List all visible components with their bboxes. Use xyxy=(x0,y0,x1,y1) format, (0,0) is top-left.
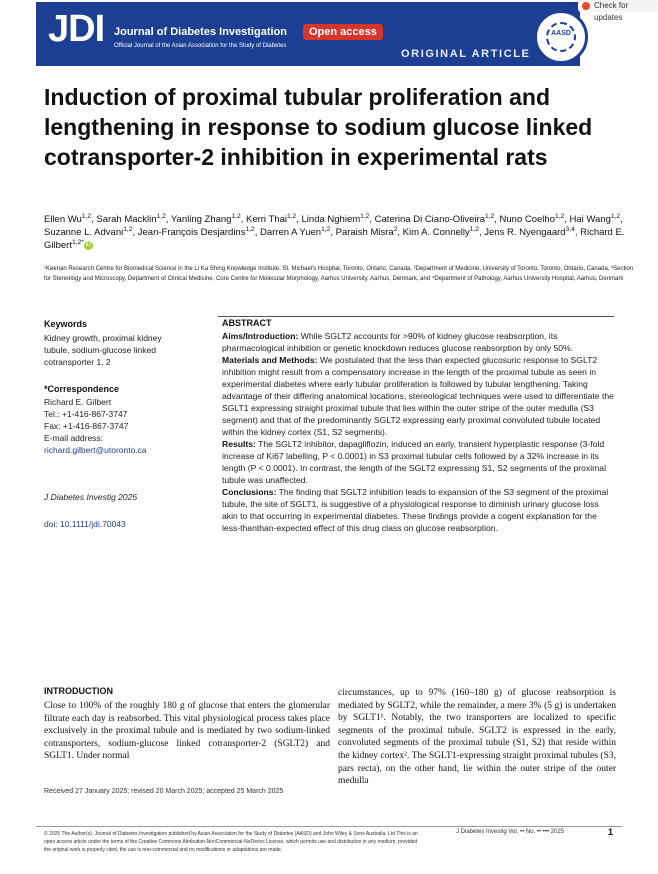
seal-text: AASD xyxy=(551,30,571,37)
check-updates-label: Check for updates xyxy=(594,1,629,22)
author-name: Nuno Coelho$^{1,2}$ xyxy=(499,212,565,225)
author-name: Jean-François Desjardins$^{1,2}$ xyxy=(137,225,255,238)
author-name: Linda Nghiem$^{1,2}$ xyxy=(301,212,370,225)
author-name: Jens R. Nyengaard$^{3,4}$ xyxy=(484,225,575,238)
journal-subtitle: Official Journal of the Asian Association for the Study of Diabetes xyxy=(114,43,287,49)
author-name: Kim A. Connelly$^{1,2}$ xyxy=(402,225,479,238)
keywords-text: Kidney growth, proximal kidney tubule, sodium-glucose linked cotransporter 1, 2 xyxy=(44,333,162,367)
author-name: Paraish Misra$^2$ xyxy=(335,225,398,238)
copyright-notice: © 2025 The Author(s). Journal of Diabetes Investigation published by Asian Association for the Study of Diabetes (AASD) and John Wiley & Sons Australia, Ltd This is an open access article under the terms of the Creative Commons Attribution-NonCommercial-NoDerivs License, which permits use and distribution in any medium, provided the original work is properly cited, the use is non-commercial and no modifications or adaptations are made. xyxy=(44,831,418,853)
author-name: Suzanne L. Advani$^{1,2}$ xyxy=(44,225,133,238)
corr-fax: Fax: +1-416-867-3747 xyxy=(44,421,129,431)
abstract-divider xyxy=(218,316,614,317)
received-dates: Received 27 January 2025; revised 20 March 2025; accepted 25 March 2025 xyxy=(44,788,284,795)
article-title: Induction of proximal tubular proliferation and lengthening in response to sodium glucose linked cotransporter-2 inhibition in experimental rats xyxy=(44,84,593,170)
orcid-icon[interactable]: iD xyxy=(85,241,92,248)
body-column-left: Close to 100% of the roughly 180 g of glucose that enters the glomerular filtrate each day is reabsorbed. This vital physiological process takes place exclusively in the proximal tubule and is mediated by two sodium-linked cotransporters, sodium-glucose linked cotransporter-2 (SGLT2) and SGLT1. Under normal xyxy=(44,701,330,762)
citation: J Diabetes Investig 2025 xyxy=(44,492,138,502)
open-access-badge[interactable]: Open access xyxy=(303,24,383,40)
author-name: Yanling Zhang$^{1,2}$ xyxy=(170,212,241,225)
footer-journal-ref: J Diabetes Investig Vol. •• No. •• ••• 2025 xyxy=(456,829,565,835)
author-list: Ellen Wu$^{1,2}$, Sarah Macklin$^{1,2}$, Yanling Zhang$^{1,2}$, Kerri Thai$^{1,2}$, Linda Nghiem$^{1,2}$, Caterina Di Ciano-Oliveira$^{1,2}$, Nuno Coelho$^{1,2}$, Hai Wang$^{1,2}$, Suzanne L. Advani$^{1,2}$, Jean-François Desjardins$^{1,2}$, Darren A Yuen$^{1,2}$, Paraish Misra$^2$, Kim A. Connelly$^{1,2}$, Jens R. Nyengaard$^{3,4}$, Richard E. Gilbert$^{1,2*}$ iD xyxy=(44,212,625,251)
journal-logo: JDI xyxy=(48,8,105,50)
author-name: Darren A Yuen$^{1,2}$ xyxy=(259,225,331,238)
abstract-results: Results: The SGLT2 inhibitor, dapagliflozin, induced an early, transient hyperplastic response (3-fold increase of Ki67 labelling, P < 0.0001) in S3 proximal tubular cells followed by a 32% increase in its length (P < 0.0001). In contrast, the length of the SGLT2 expressing S1, S2 segments of the proximal tubule was unaffected. xyxy=(222,439,606,485)
page-number: 1 xyxy=(608,827,614,837)
check-for-updates-button[interactable] xyxy=(578,0,658,22)
abstract-body xyxy=(222,330,614,534)
society-seal-icon xyxy=(534,10,588,64)
author-name: Ellen Wu$^{1,2}$ xyxy=(44,212,92,225)
abstract-methods: Materials and Methods: We postulated that the less than expected glucosuric response to SGLT2 inhibition might result from a compensatory increase in the length of the proximal tubule as seen in experimental diabetes where early tubular proliferation is followed by tubular lengthening. Taking advantage of their differing anatomical locations, stereological techniques were used to differentiate the SGLT1 expressing straight proximal tubule that lies within the outer stripe of the outer medulla (S3 segment) and that of the predominantly SGLT2 expressing early proximal convoluted tubule located within the kidney cortex (S1, S2 segments). xyxy=(222,355,614,437)
author-name: Kerri Thai$^{1,2}$ xyxy=(245,212,297,225)
journal-name: Journal of Diabetes Investigation xyxy=(114,26,287,38)
corr-email-label: E-mail address: xyxy=(44,433,104,443)
affiliations: ¹Keenan Research Centre for Biomedical Science in the Li Ka Shing Knowledge Institute, St. Michael's Hospital, Toronto, Ontario, Canada, ²Department of Medicine, University of Toronto, Toronto, Ontario, Canada, ³Section for Stereology and Microscopy, Department of Clinical Medicine, Core Centre for Molecular Morphology, Aarhus University, Aarhus, Denmark, and ⁴Department of Pathology, Aarhus University Hospital, Aarhus, Denmark xyxy=(44,266,634,282)
corr-name: Richard E. Gilbert xyxy=(44,397,112,407)
corr-email-link[interactable]: richard.gilbert@utoronto.ca xyxy=(44,445,147,455)
author-name: Richard E. Gilbert$^{1,2*}$ xyxy=(44,227,625,251)
abstract-aims: Aims/Introduction: While SGLT2 accounts for >90% of kidney glucose reabsorption, its pharmacological inhibition or genetic knockdown reduces glucose reabsorption by only 50%. xyxy=(222,331,574,353)
abstract-heading: ABSTRACT xyxy=(222,318,272,328)
body-column-right: circumstances, up to 97% (160–180 g) of glucose reabsorption is mediated by SGLT2, while the remainder, a mere 3% (5 g) is undertaken by SGLT1¹. Notably, the two transporters are localized to specific segments of the proximal tubule. SGLT2 is expressed in the early, convoluted segments of the proximal tubule (S1, S2) that reside within the kidney cortex². The SGLT1-expressing straight proximal tubules (S3, pars recta), on the other hand, lie within the outer stripe of the outer medulla xyxy=(338,688,616,787)
keywords-heading: Keywords xyxy=(44,319,88,329)
updates-icon xyxy=(582,2,590,10)
correspondence-heading: *Correspondence xyxy=(44,384,120,394)
footer-divider xyxy=(36,826,622,827)
correspondence-block xyxy=(44,396,194,456)
author-name: Caterina Di Ciano-Oliveira$^{1,2}$ xyxy=(374,212,495,225)
corr-tel: Tel.: +1-416-867-3747 xyxy=(44,409,128,419)
doi-link[interactable]: doi: 10.1111/jdi.70043 xyxy=(44,519,126,529)
article-type: ORIGINAL ARTICLE xyxy=(401,48,531,60)
abstract-conclusions: Conclusions: The finding that SGLT2 inhibition leads to expansion of the S3 segment of the proximal tubule, the site of SGLT1, is suggestive of a physiological response to diminish urinary glucose loss akin to that occurring in experimental diabetes. These findings provide a cogent explanation for the less-thanthan-expected effect of this drug class on glucose reabsorption. xyxy=(222,487,609,533)
introduction-heading: INTRODUCTION xyxy=(44,686,113,696)
author-name: Hai Wang$^{1,2}$ xyxy=(569,212,621,225)
author-name: Sarah Macklin$^{1,2}$ xyxy=(96,212,166,225)
